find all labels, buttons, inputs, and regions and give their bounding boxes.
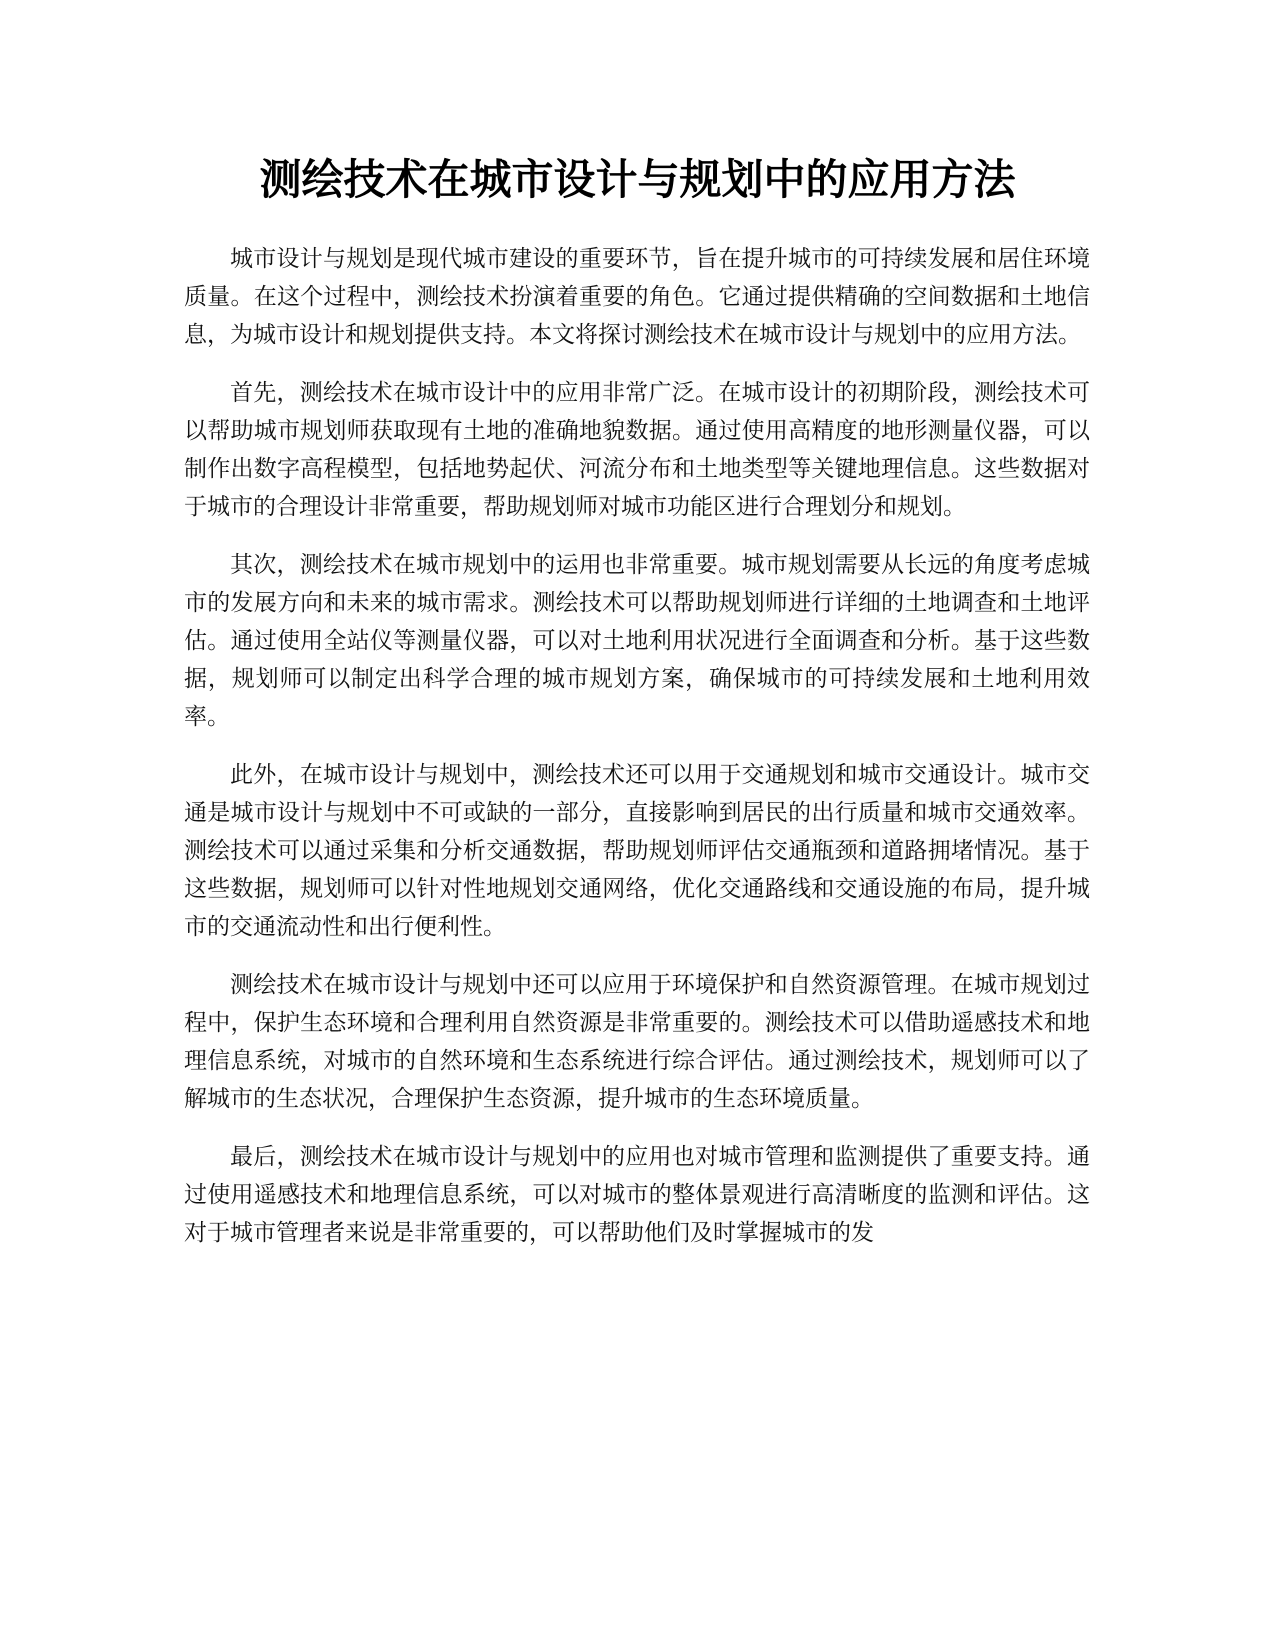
paragraph: 最后，测绘技术在城市设计与规划中的应用也对城市管理和监测提供了重要支持。通过使用遥感技术和地理信息系统，可以对城市的整体景观进行高清晰度的监测和评估。这对于城市管理者来说是非常重要的，可以帮助他们及时掌握城市的发 xyxy=(184,1144,1090,1246)
paragraph: 其次，测绘技术在城市规划中的运用也非常重要。城市规划需要从长远的角度考虑城市的发展方向和未来的城市需求。测绘技术可以帮助规划师进行详细的土地调查和土地评估。通过使用全站仪等测量仪器，可以对土地利用状况进行全面调查和分析。基于这些数据，规划师可以制定出科学合理的城市规划方案，确保城市的可持续发展和土地利用效率。 xyxy=(184,552,1090,730)
paragraph: 首先，测绘技术在城市设计中的应用非常广泛。在城市设计的初期阶段，测绘技术可以帮助城市规划师获取现有土地的准确地貌数据。通过使用高精度的地形测量仪器，可以制作出数字高程模型，包括地势起伏、河流分布和土地类型等关键地理信息。这些数据对于城市的合理设计非常重要，帮助规划师对城市功能区进行合理划分和规划。 xyxy=(184,380,1090,520)
paragraph: 测绘技术在城市设计与规划中还可以应用于环境保护和自然资源管理。在城市规划过程中，保护生态环境和合理利用自然资源是非常重要的。测绘技术可以借助遥感技术和地理信息系统，对城市的自然环境和生态系统进行综合评估。通过测绘技术，规划师可以了解城市的生态状况，合理保护生态资源，提升城市的生态环境质量。 xyxy=(184,972,1090,1112)
paragraph: 城市设计与规划是现代城市建设的重要环节，旨在提升城市的可持续发展和居住环境质量。在这个过程中，测绘技术扮演着重要的角色。它通过提供精确的空间数据和土地信息，为城市设计和规划提供支持。本文将探讨测绘技术在城市设计与规划中的应用方法。 xyxy=(184,246,1090,348)
paragraph: 此外，在城市设计与规划中，测绘技术还可以用于交通规划和城市交通设计。城市交通是城市设计与规划中不可或缺的一部分，直接影响到居民的出行质量和城市交通效率。测绘技术可以通过采集和分析交通数据，帮助规划师评估交通瓶颈和道路拥堵情况。基于这些数据，规划师可以针对性地规划交通网络，优化交通路线和交通设施的布局，提升城市的交通流动性和出行便利性。 xyxy=(184,762,1090,940)
document-title: 测绘技术在城市设计与规划中的应用方法 xyxy=(259,155,1016,204)
document-body xyxy=(184,240,1090,1272)
